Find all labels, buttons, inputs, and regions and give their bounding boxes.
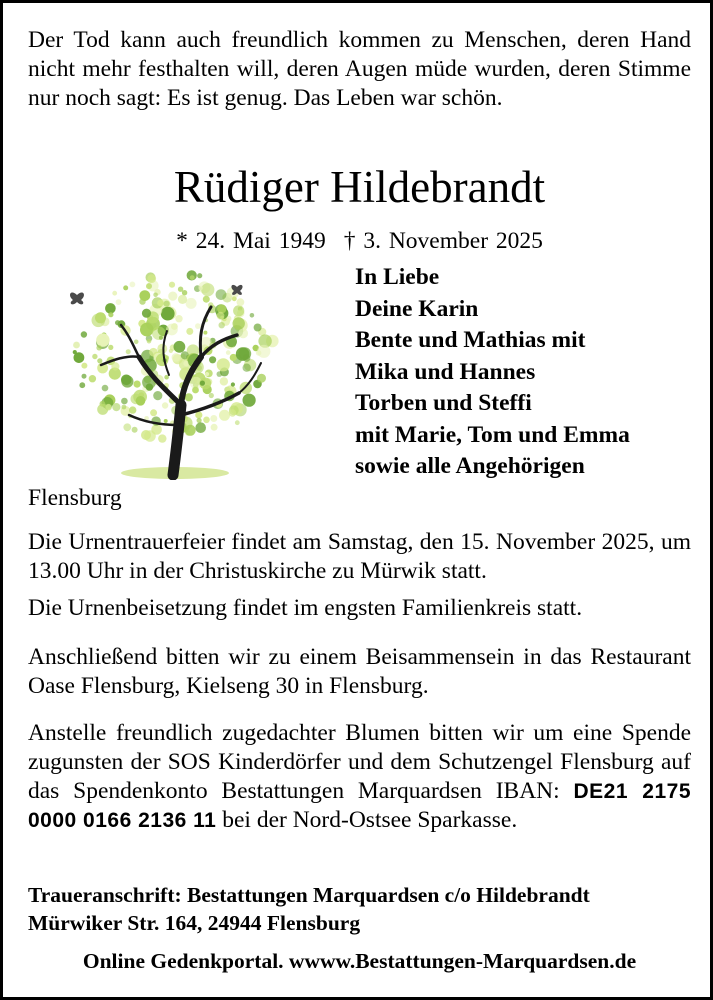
leaf xyxy=(157,344,167,354)
donation-info xyxy=(28,719,691,835)
leaf xyxy=(209,393,214,398)
memorial-verse: Der Tod kann auch freundlich kommen zu Menschen, deren Hand nicht mehr festhalten will, deren Augen müde wurden, deren Stimme nur noch sagt: Es ist genug. Das Leben war schön. xyxy=(28,27,691,111)
leaf xyxy=(96,345,101,350)
leaf xyxy=(168,292,177,301)
leaf xyxy=(197,418,202,423)
leaf xyxy=(243,394,256,407)
tree-icon xyxy=(51,265,291,480)
leaf xyxy=(195,422,206,433)
leaf xyxy=(233,317,245,329)
leaf xyxy=(116,299,122,305)
leaf xyxy=(142,309,151,318)
ceremony-info: Die Urnentrauerfeier findet am Samstag, den 15. November 2025, um 13.00 Uhr in der Christuskirche zu Mürwik statt. xyxy=(28,529,691,584)
leaf xyxy=(175,315,182,322)
leaf xyxy=(161,307,175,321)
leaf xyxy=(112,403,120,411)
leaf xyxy=(199,286,203,290)
leaf xyxy=(82,374,87,379)
leaf xyxy=(238,329,248,339)
mourner-line: Torben und Steffi xyxy=(355,390,532,416)
leaf xyxy=(96,333,109,346)
leaf xyxy=(219,410,230,421)
leaf xyxy=(162,402,168,408)
bank-name: bei der Nord-Ostsee Sparkasse. xyxy=(222,807,518,833)
leaf xyxy=(190,275,195,280)
leaf xyxy=(153,391,162,400)
leaf xyxy=(108,345,113,350)
leaf xyxy=(157,300,164,307)
leaf xyxy=(123,285,128,290)
leaf xyxy=(197,273,202,278)
leaf xyxy=(216,289,227,300)
leaf xyxy=(195,323,201,329)
leaf xyxy=(235,420,240,425)
leaf xyxy=(89,375,96,382)
leaf xyxy=(92,354,97,359)
leaf xyxy=(115,320,120,325)
leaf xyxy=(112,291,117,296)
leaf xyxy=(147,274,156,283)
leaf xyxy=(231,382,235,386)
leaf xyxy=(217,371,223,377)
leaf xyxy=(192,387,199,394)
leaf xyxy=(102,385,109,392)
tree-illustration xyxy=(51,265,291,480)
birth-date: * 24. Mai 1949 xyxy=(176,228,326,254)
leaf xyxy=(134,381,141,388)
leaf xyxy=(144,430,156,442)
death-date: † 3. November 2025 xyxy=(343,228,543,254)
deceased-name: Rüdiger Hildebrandt xyxy=(173,162,546,212)
leaf xyxy=(105,303,116,314)
iban-label: IBAN: xyxy=(495,778,560,804)
leaf xyxy=(211,424,218,431)
mourner-line: Deine Karin xyxy=(355,295,479,322)
leaf xyxy=(169,349,173,353)
leaf xyxy=(200,381,205,386)
leaf xyxy=(230,354,237,361)
leaf xyxy=(186,298,197,309)
leaf xyxy=(153,293,158,298)
mourning-address xyxy=(28,881,691,937)
leaf xyxy=(108,312,113,317)
burial-info: Die Urnenbeisetzung findet im engsten Familienkreis statt. xyxy=(28,595,583,621)
leaf xyxy=(139,290,150,301)
iban-number: DE21 2175 0000 0166 2136 11 xyxy=(28,780,692,832)
leaf xyxy=(73,350,77,354)
leaf xyxy=(203,331,207,335)
address-line: Traueranschrift: Bestattungen Marquardsen c/o Hildebrandt xyxy=(28,883,590,907)
mourner-line: Bente und Mathias mit xyxy=(355,327,586,353)
leaf xyxy=(182,290,187,295)
leaf xyxy=(232,296,237,301)
leaf xyxy=(129,406,136,413)
mourners-list xyxy=(355,262,630,483)
leaf xyxy=(150,409,157,416)
leaf xyxy=(164,301,170,307)
leaf xyxy=(164,419,168,423)
leaf xyxy=(220,377,228,385)
leaf xyxy=(250,313,255,318)
address-line: Mürwiker Str. 164, 24944 Flensburg xyxy=(28,911,361,935)
leaf xyxy=(205,372,209,376)
leaf xyxy=(105,404,112,411)
leaf xyxy=(147,339,152,344)
leaf xyxy=(229,409,236,416)
leaf xyxy=(146,283,152,289)
mourner-line: sowie alle Angehörigen xyxy=(355,453,585,479)
leaf xyxy=(243,364,251,372)
leaf xyxy=(136,396,146,406)
online-portal: Online Gedenkportal. wwww.Bestattungen-Marquardsen.de xyxy=(82,949,637,973)
leaf xyxy=(237,298,245,306)
leaf xyxy=(210,415,217,422)
leaf xyxy=(121,398,128,405)
leaf xyxy=(203,417,210,424)
leaf xyxy=(126,349,131,354)
leaf xyxy=(95,312,106,323)
leaf xyxy=(254,324,262,332)
leaf xyxy=(152,326,166,340)
leaf xyxy=(97,358,102,363)
leaf xyxy=(123,423,131,431)
leaf xyxy=(166,324,178,336)
leaf xyxy=(186,328,193,335)
leaf xyxy=(132,427,138,433)
leaf xyxy=(243,354,251,362)
leaf xyxy=(130,282,136,288)
leaf xyxy=(233,305,244,316)
mourner-line: Mika und Hannes xyxy=(355,358,536,385)
mourner-line: In Liebe xyxy=(355,264,440,290)
leaf xyxy=(217,358,230,371)
leaf xyxy=(174,341,186,353)
donation-text: Anstelle freundlich zugedachter Blumen bitten wir um eine Spende zugunsten der SOS Kinderdörfer und dem Schutzengel Flensburg auf das Spendenkonto Bestattungen Marquardsen xyxy=(28,720,691,804)
leaf xyxy=(134,340,139,345)
leaf xyxy=(172,353,181,362)
mourner-line: mit Marie, Tom und Emma xyxy=(355,421,630,448)
leaf xyxy=(121,375,132,386)
leaf xyxy=(217,312,225,320)
leaf xyxy=(185,425,196,436)
leaf xyxy=(158,434,166,442)
leaf xyxy=(257,345,270,358)
leaf xyxy=(73,342,80,349)
reception-info: Anschließend bitten wir zu einem Beisammensein in das Restaurant Oase Flensburg, Kielseng 30 in Flensburg. xyxy=(28,644,691,699)
leaf xyxy=(209,356,216,363)
life-dates xyxy=(3,227,713,256)
leaf xyxy=(185,393,193,401)
leaf xyxy=(79,382,85,388)
leaf xyxy=(219,322,225,328)
city: Flensburg xyxy=(28,485,122,511)
leaf xyxy=(203,296,210,303)
leaf xyxy=(226,350,231,355)
leaf xyxy=(257,374,266,383)
leaf xyxy=(169,282,175,288)
leaf xyxy=(81,331,87,337)
leaf xyxy=(111,362,119,370)
leaf xyxy=(81,363,87,369)
leaf xyxy=(178,295,187,304)
leaf xyxy=(122,405,127,410)
leaf xyxy=(201,283,214,296)
